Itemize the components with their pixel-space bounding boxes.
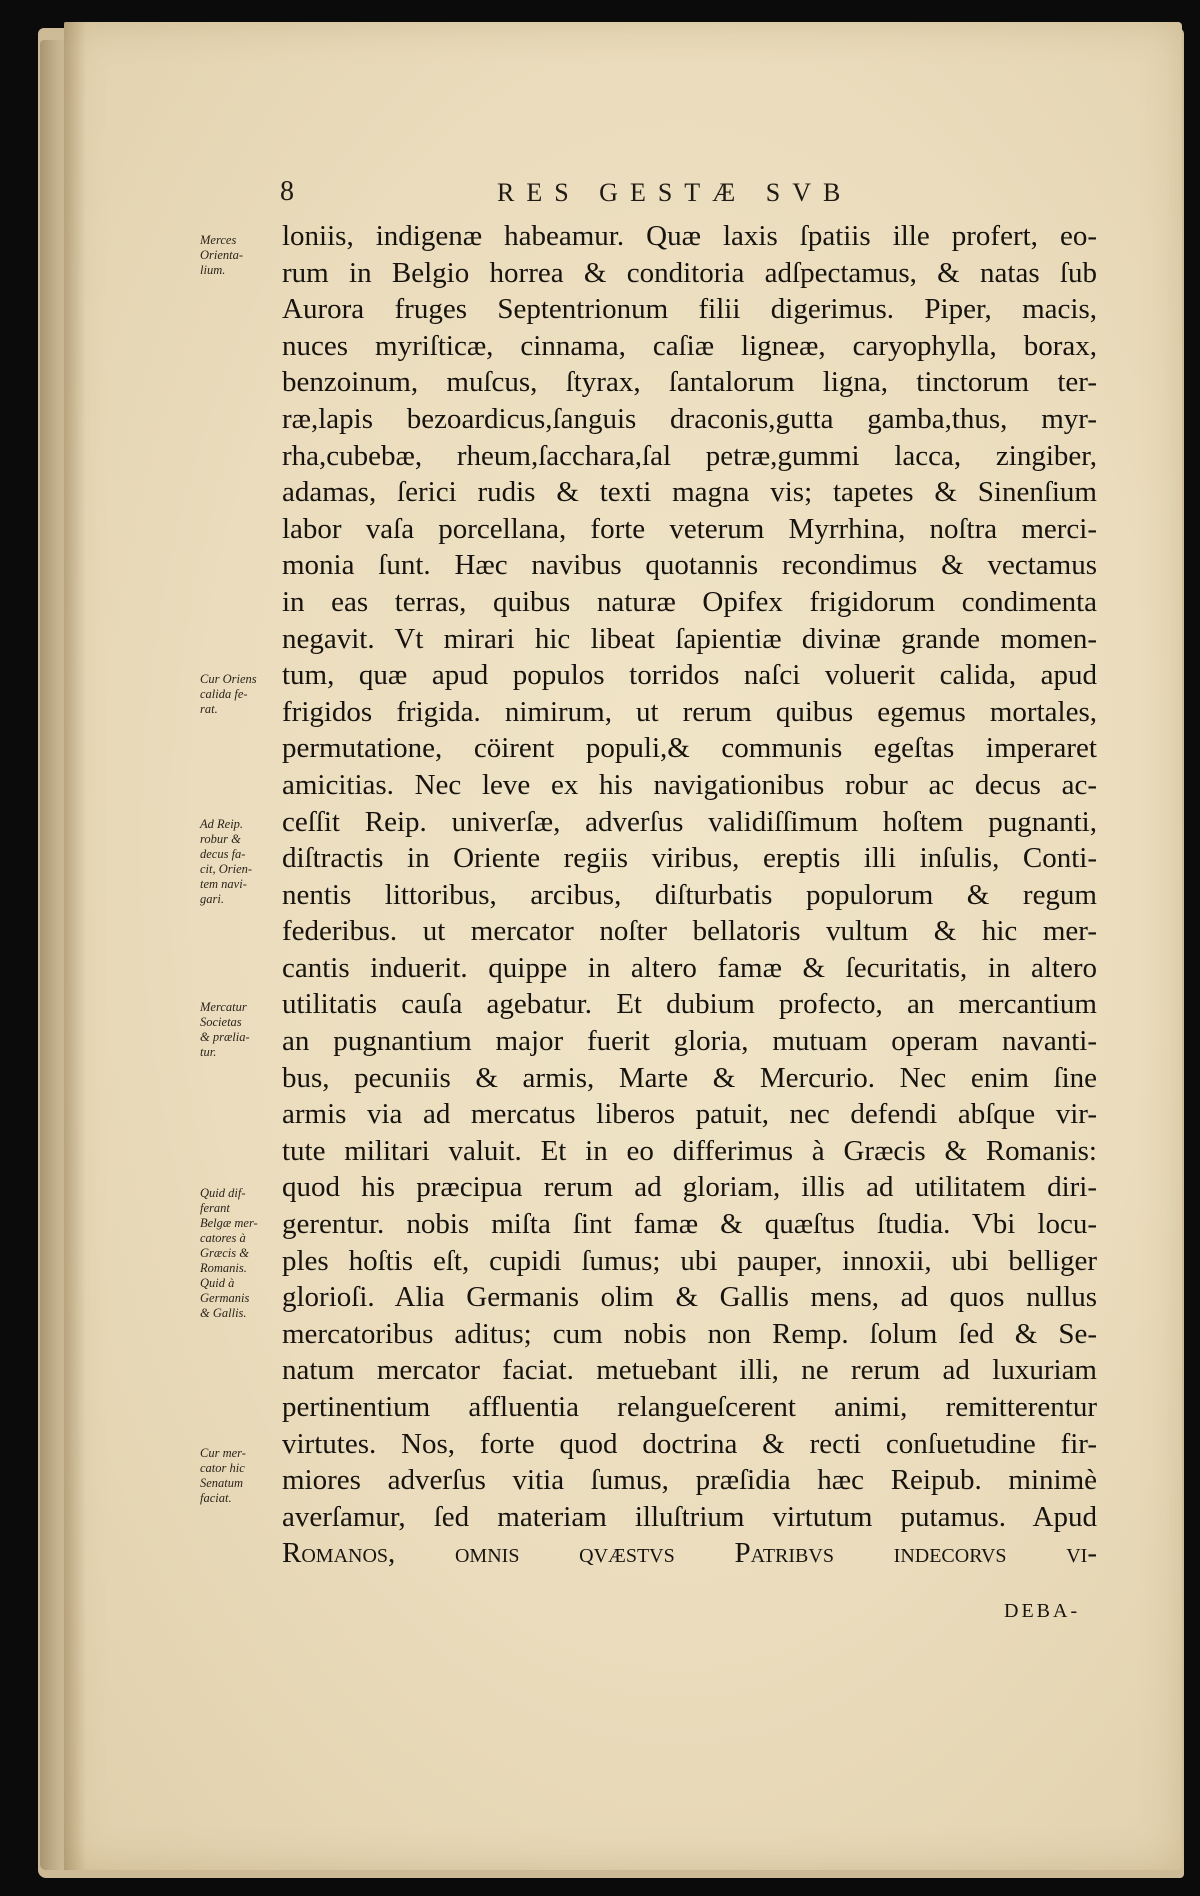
marginal-note-line: Cur Oriens xyxy=(200,672,257,686)
marginal-note xyxy=(200,1186,290,1321)
marginal-note xyxy=(200,233,290,278)
text-line: in eas terras, quibus naturæ Opifex frigidorum condimenta xyxy=(282,585,1097,618)
text-line: quod his præcipua rerum ad gloriam, illis ad utilitatem diri- xyxy=(282,1171,1097,1204)
text-line: rha,cubebæ, rheum,ſacchara,ſal petræ,gummi lacca, zingiber, xyxy=(282,439,1097,472)
marginal-note-line: Germanis xyxy=(200,1291,250,1305)
marginal-note xyxy=(200,672,290,717)
marginal-note-line: Belgæ mer- xyxy=(200,1216,258,1230)
text-line: nuces myriſticæ, cinnama, caſiæ ligneæ, caryophylla, borax, xyxy=(282,329,1097,362)
text-line: adamas, ſerici rudis & texti magna vis; tapetes & Sinenſium xyxy=(282,476,1097,509)
marginal-note-line: Merces xyxy=(200,233,237,247)
text-line: loniis, indigenæ habeamur. Quæ laxis ſpatiis ille profert, eo- xyxy=(282,220,1097,252)
running-head-title: RES GESTÆ SVB xyxy=(497,178,853,207)
marginal-note-line: tur. xyxy=(200,1045,217,1059)
marginal-note-line: calida fe- xyxy=(200,687,248,701)
text-line: tute militari valuit. Et in eo differimus à Græcis & Romanis: xyxy=(282,1134,1097,1167)
marginal-note-line: Quid dif- xyxy=(200,1186,246,1200)
text-line: federibus. ut mercator noſter bellatoris vultum & hic mer- xyxy=(282,915,1097,948)
marginal-note-line: faciat. xyxy=(200,1491,232,1505)
marginal-note-line: Societas xyxy=(200,1015,242,1029)
text-line: rum in Belgio horrea & conditoria adſpectamus, & natas ſub xyxy=(282,256,1097,289)
text-line: pertinentium affluentia relangueſcerent animi, remitterentur xyxy=(282,1391,1097,1423)
marginal-note-line: & prælia- xyxy=(200,1030,250,1044)
marginal-note-line: lium. xyxy=(200,263,226,277)
text-line: negavit. Vt mirari hic libeat ſapientiæ divinæ grande momen- xyxy=(282,622,1097,655)
text-line: averſamur, ſed materiam illuſtrium virtutum putamus. Apud xyxy=(282,1500,1097,1533)
marginal-note-line: Quid à xyxy=(200,1276,235,1290)
marginal-note-line: cit, Orien- xyxy=(200,862,253,876)
page-number: 8 xyxy=(280,176,294,207)
text-line: armis via ad mercatus liberos patuit, nec defendi abſque vir- xyxy=(282,1098,1097,1131)
text-line: Romanos, omnis qvæstvs Patribvs indecorvs vi- xyxy=(282,1537,1097,1570)
marginal-note-line: Romanis. xyxy=(200,1261,247,1275)
text-line: monia ſunt. Hæc navibus quotannis recondimus & vectamus xyxy=(282,549,1097,582)
text-line: cantis induerit. quippe in altero famæ & ſecuritatis, in altero xyxy=(282,951,1097,984)
marginal-note-line: Cur mer- xyxy=(200,1446,246,1460)
text-line: mercatoribus aditus; cum nobis non Remp. ſolum ſed & Se- xyxy=(282,1317,1097,1350)
catchword: DEBA- xyxy=(1004,1600,1081,1622)
text-line: benzoinum, muſcus, ſtyrax, ſantalorum ligna, tinctorum ter- xyxy=(282,366,1097,399)
marginal-note-line: gari. xyxy=(200,892,224,906)
marginal-note-line: tem navi- xyxy=(200,877,247,891)
page-gutter-shadow xyxy=(64,22,86,1870)
marginal-note xyxy=(200,1446,290,1506)
text-line: ræ,lapis bezoardicus,ſanguis draconis,gutta gamba,thus, myr- xyxy=(282,402,1097,435)
text-line: diſtractis in Oriente regiis viribus, ereptis illi inſulis, Conti- xyxy=(282,842,1097,875)
text-line: an pugnantium major fuerit gloria, mutuam operam navanti- xyxy=(282,1025,1097,1058)
marginal-note-line: Senatum xyxy=(200,1476,244,1490)
text-line: natum mercator faciat. metuebant illi, ne rerum ad luxuriam xyxy=(282,1354,1097,1387)
marginal-note-line: robur & xyxy=(200,832,241,846)
marginal-note-line: decus fa- xyxy=(200,847,246,861)
marginal-note-line: rat. xyxy=(200,702,218,716)
marginal-note-line: Græcis & xyxy=(200,1246,249,1260)
text-line: glorioſi. Alia Germanis olim & Gallis mens, ad quos nullus xyxy=(282,1281,1097,1314)
text-line: frigidos frigida. nimirum, ut rerum quibus egemus mortales, xyxy=(282,695,1097,728)
text-line: Aurora fruges Septentrionum filii digerimus. Piper, macis, xyxy=(282,293,1097,326)
text-line: labor vaſa porcellana, forte veterum Myrrhina, noſtra merci- xyxy=(282,512,1097,545)
marginal-note-line: Orienta- xyxy=(200,248,244,262)
text-line: ceſſit Reip. univerſæ, adverſus validiſſimum hoſtem pugnanti, xyxy=(282,805,1097,838)
text-line: ples hoſtis eſt, cupidi ſumus; ubi pauper, innoxii, ubi belliger xyxy=(282,1244,1097,1277)
text-line: miores adverſus vitia ſumus, præſidia hæc Reipub. minimè xyxy=(282,1464,1097,1497)
marginal-note-line: cator hic xyxy=(200,1461,245,1475)
marginal-note xyxy=(200,1000,290,1060)
marginal-note-line: & Gallis. xyxy=(200,1306,247,1320)
marginal-note-line: Mercatur xyxy=(200,1000,247,1014)
body-text xyxy=(282,218,1097,1572)
marginal-note xyxy=(200,817,290,907)
text-line: amicitias. Nec leve ex his navigationibus robur ac decus ac- xyxy=(282,768,1097,801)
text-line: tum, quæ apud populos torridos naſci voluerit calida, apud xyxy=(282,659,1097,692)
text-line: bus, pecuniis & armis, Marte & Mercurio. Nec enim ſine xyxy=(282,1061,1097,1094)
marginal-note-line: ferant xyxy=(200,1201,230,1215)
marginal-note-line: Ad Reip. xyxy=(200,817,244,831)
text-line: nentis littoribus, arcibus, diſturbatis populorum & regum xyxy=(282,878,1097,911)
text-line: utilitatis cauſa agebatur. Et dubium profecto, an mercantium xyxy=(282,988,1097,1021)
text-line: permutatione, cöirent populi,& communis egeſtas imperaret xyxy=(282,732,1097,765)
text-line: virtutes. Nos, forte quod doctrina & recti conſuetudine fir- xyxy=(282,1427,1097,1460)
text-line: gerentur. nobis miſta ſint famæ & quæſtus ſtudia. Vbi locu- xyxy=(282,1208,1097,1241)
marginal-note-line: catores à xyxy=(200,1231,246,1245)
